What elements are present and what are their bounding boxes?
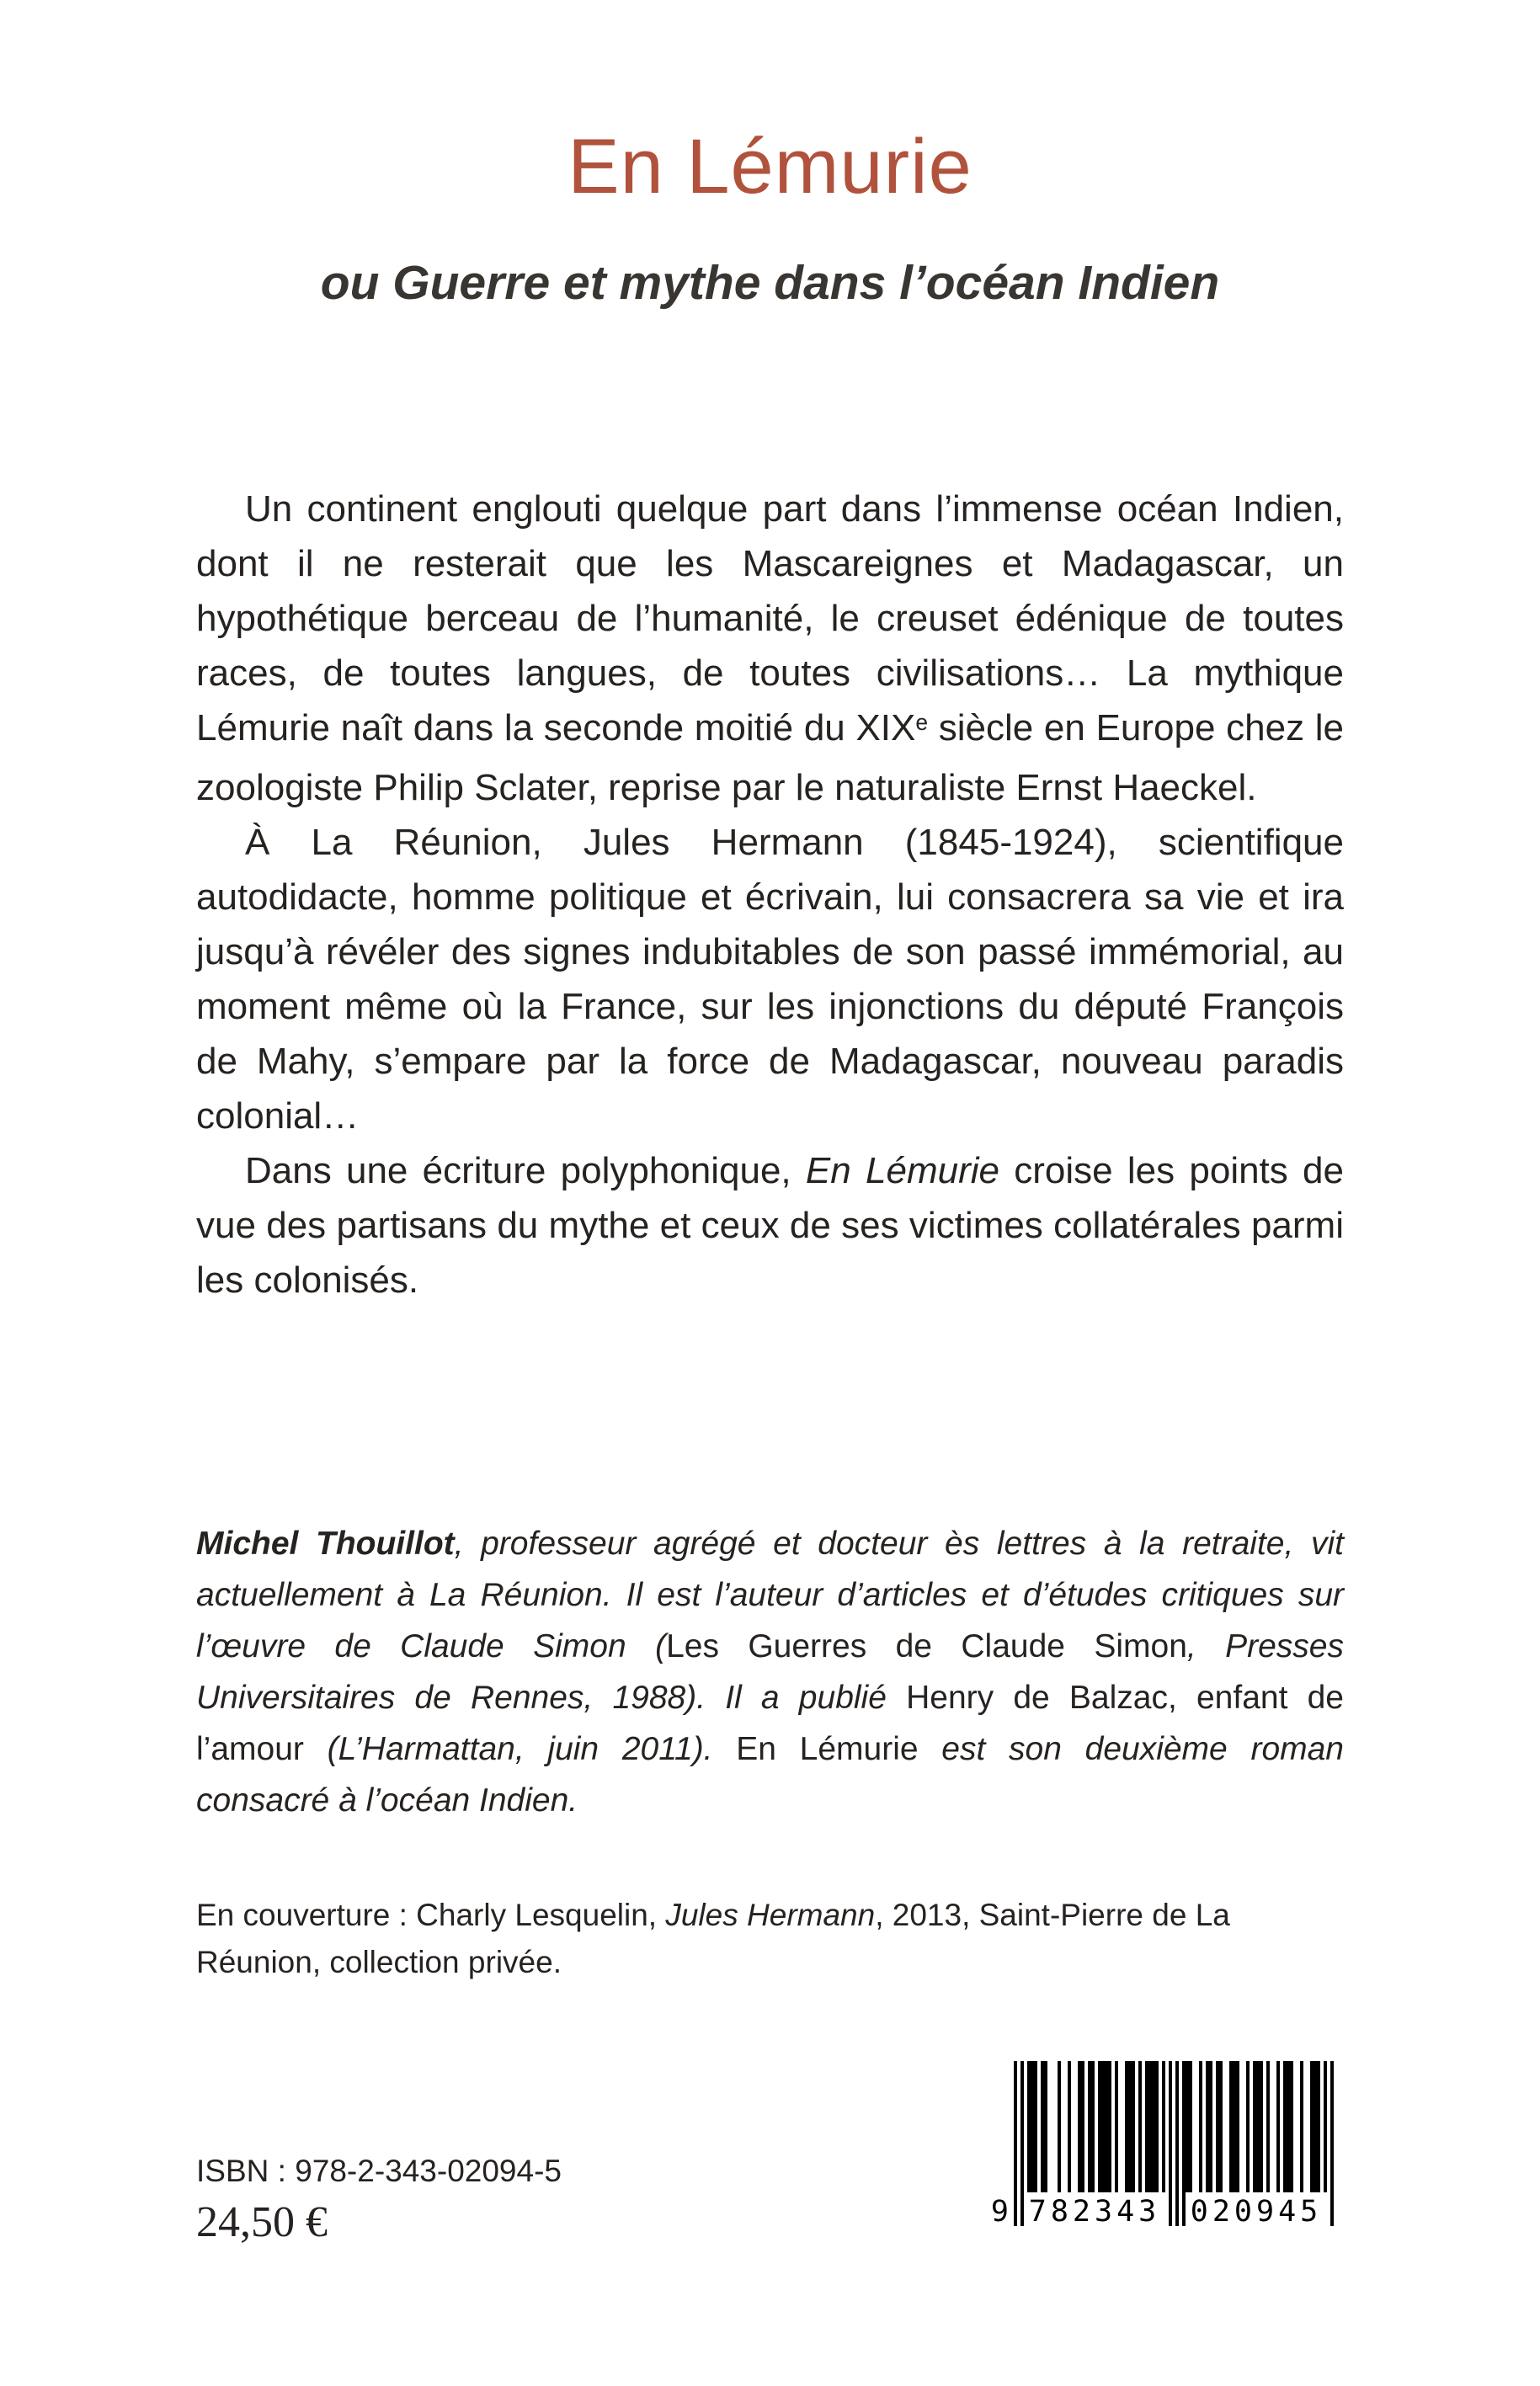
synopsis-paragraph-1: Un continent englouti quelque part dans l’immense océan Indien, dont il ne resterait que les Mascareignes et Madagascar, un hypothétique berceau de l’humanité, le creuset édénique de toutes races, de toutes langues, de toutes civilisations… La mythique Lémurie naît dans la seconde moitié du XIXe siècle en Europe chez le zoologiste Philip Sclater, reprise par le naturaliste Ernst Haeckel. — [196, 488, 1344, 808]
synopsis-paragraph-2: À La Réunion, Jules Hermann (1845-1924), scientifique autodidacte, homme politique et écrivain, lui consacrera sa vie et ira jusqu’à révéler des signes indubitables de son passé immémorial, au moment même où la France, sur les injonctions du député François de Mahy, s’empare par la force de Madagascar, nouveau paradis colonial… — [196, 822, 1344, 1137]
cover-credit: En couverture : Charly Lesquelin, Jules Hermann, 2013, Saint-Pierre de La Réunion, collection privée. — [196, 1898, 1230, 1979]
barcode-digit-left: 9 — [990, 2195, 1009, 2229]
price-text: 24,50 € — [196, 2198, 328, 2246]
author-bio: Michel Thouillot, professeur agrégé et docteur ès lettres à la retraite, vit actuellement à La Réunion. Il est l’auteur d’articles et d’études critiques sur l’œuvre de Claude Simon (Les Guerres de Claude Simon, Presses Universitaires de Rennes, 1988). Il a publié Henry de Balzac, enfant de l’amour (L’Harmattan, juin 2011). En Lémurie est son deuxième roman consacré à l’océan Indien. — [196, 1526, 1344, 1819]
barcode-digits-group1: 782343 — [1024, 2192, 1165, 2231]
book-title: En Lémurie — [568, 124, 972, 210]
synopsis — [196, 482, 1344, 1308]
book-subtitle: ou Guerre et mythe dans l’océan Indien — [320, 256, 1220, 310]
barcode-digits-group2: 020945 — [1186, 2192, 1327, 2231]
synopsis-paragraph-3: Dans une écriture polyphonique, En Lémurie croise les points de vue des partisans du mythe et ceux de ses victimes collatérales parmi les colonisés. — [196, 1150, 1344, 1301]
barcode — [990, 2061, 1334, 2229]
isbn-text: ISBN : 978-2-343-02094-5 — [196, 2154, 562, 2188]
